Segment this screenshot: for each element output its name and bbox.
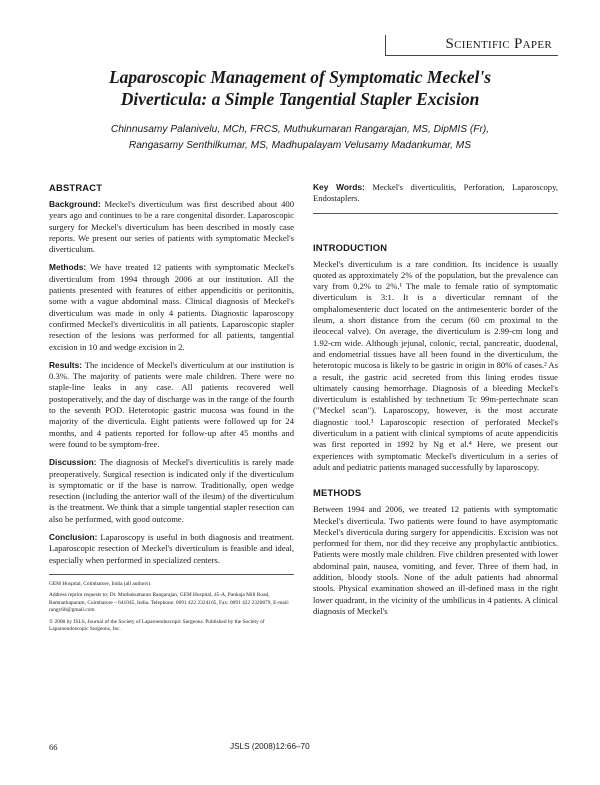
footnotes xyxy=(49,581,294,633)
discussion-label: Discussion: xyxy=(49,457,97,468)
footnote-copyright: © 2008 by JSLS, Journal of the Society of Laparoendoscopic Surgeons. Published by the Society of Laparoendoscopic Surgeons, Inc. xyxy=(49,618,265,632)
abstract-background xyxy=(49,199,294,255)
abstract-conclusion xyxy=(49,532,294,566)
authors-line-1: Chinnusamy Palanivelu, MCh, FRCS, Muthukumaran Rangarajan, MS, DipMIS (Fr), xyxy=(110,124,490,135)
keywords-text: Meckel's diverticulitis, Perforation, Laparoscopy, Endostaplers. xyxy=(313,182,558,204)
methods-label: Methods: xyxy=(49,262,87,273)
article-title xyxy=(40,66,560,110)
footnote-address: Address reprint requests to: Dr. Muthukumaran Rangarajan, GEM Hospital, 45-A, Pankaja Mill Road, Ramnathapuram, Coimbatore – 641045, India. Telephone: 0091 422 2324105, Fax: 0091 422 2320879, E-mail: rangy68@gmail.com xyxy=(49,592,290,614)
abstract-heading: ABSTRACT xyxy=(49,182,103,193)
results-label: Results: xyxy=(49,359,83,370)
background-text: Meckel's diverticulum was first described about 400 years ago and continues to be a rare congenital disorder. Laparoscopic surgery for Meckel's diverticulum has been described in mostly case reports. We present our series of patients with symptomatic Meckel's diverticulum. xyxy=(49,199,294,255)
journal-reference: JSLS (2008)12:66–70 xyxy=(230,742,310,751)
methods-body-text: Between 1994 and 2006, we treated 12 patients with symptomatic Meckel's diverticula. Two patients were found to have asymptomatic Meckel's diverticula during surgery for appendicitis. Excision was not performed for them, nor did they receive any prophylactic antibiotics. Patients were mostly male children. Five children presented with lower abdominal pain, nausea, vomiting, and fever. Three of them had, in addition, bloody stools. None of the adult patients had abnormal stools. Physical examination showed an ill-defined mass in the right lower quadrant, in the vicinity of the umbilicus in 4 patients. A clinical diagnosis of Meckel's xyxy=(313,504,558,616)
abstract-discussion xyxy=(49,457,294,525)
keywords-label: Key Words: xyxy=(313,182,365,192)
results-text: The incidence of Meckel's diverticulum at our institution is 0.3%. The majority of patients were male children. There were no staple-line leaks in any case. All patients recovered well postoperatively, and the day of discharge was in the range of the fourth to the seventh POD. Heterotopic gastric mucosa was found in the majority of the diverticula. Eight patients were followed up for 24 months, and 4 patients reported for follow-up after 45 months and were found to be symptom-free. xyxy=(49,359,294,449)
conclusion-label: Conclusion: xyxy=(49,532,98,543)
section-label-text: Scientific Paper xyxy=(445,36,552,52)
right-column xyxy=(313,182,558,624)
methods-heading: METHODS xyxy=(313,487,362,499)
keywords xyxy=(313,182,558,205)
keywords-divider xyxy=(313,213,558,214)
introduction-text: Meckel's diverticulum is a rare condition. Its incidence is usually quoted as approximately 2% of the population, but the prevalence can vary from 0.2% to 2%.¹ The male to female ratio of symptomatic diverticulum is 3:1. It is a diverticular remnant of the omphalomesenteric duct located on the antimesenteric border of the ileum, a short distance from the cecum (60 cm proximal to the ileocecal valve). On average, the diverticulum is 2.99-cm long and 1.92-cm wide. Although jejunal, colonic, rectal, pancreatic, duodenal, and endometrial tissues have all been found in the diverticulum, the heterotopic mucosa is likely to be gastric in origin in 80% of cases.² As a result, the gastric acid secreted from this lining erodes tissue ultimately causing hemorrhage. Diagnosis of a bleeding Meckel's diverticulum is established by technetium Tc 99m-pertechnate scan ("Meckel scan"). Laparoscopy, however, is the most accurate diagnostic tool.³ Laparoscopic resection of perforated Meckel's diverticulum in a patient with clinical symptoms of acute appendicitis was first reported in 1992 by Ng et al.⁴ Here, we present our experiences with symptomatic Meckel's diverticulum in a series of adult and pediatric patients managed successfully by laparoscopy. xyxy=(313,258,558,472)
title-line-1: Laparoscopic Management of Symptomatic Meckel's xyxy=(108,67,492,87)
abstract-methods xyxy=(49,262,294,352)
section-label xyxy=(385,35,558,56)
conclusion-text: Laparoscopy is useful in both diagnosis and treatment. Laparoscopic resection of Meckel's diverticulum is feasible and ideal, especially when performed in specialized centers. xyxy=(49,532,294,565)
footnote-affiliation: GEM Hospital, Coimbatore, India (all authors). xyxy=(49,580,152,587)
introduction-heading: INTRODUCTION xyxy=(313,241,388,253)
methods-text: We have treated 12 patients with symptomatic Meckel's diverticulum from 1994 through 2006 at our institution. All the patients presented with features of either appendicitis or peritonitis, some with a vague abdominal mass. Clinical diagnosis of Meckel's diverticulum was made in only 4 patients. Diagnostic laparoscopy confirmed Meckel's diverticulitis in all patients. Laparoscopic stapler resection of the lesions was performed for all patients, tangential excision in 10 and wedge excision in 2. xyxy=(49,262,294,352)
authors-line-2: Rangasamy Senthilkumar, MS, Madhupalayam Velusamy Madankumar, MS xyxy=(128,140,472,151)
page-number: 66 xyxy=(49,742,58,752)
left-column xyxy=(49,182,294,637)
abstract-results xyxy=(49,360,294,450)
discussion-text: The diagnosis of Meckel's diverticulitis is rarely made preoperatively. Surgical resection is indicated only if the diverticulum is symptomatic or if the base is narrow. Traditionally, open wedge resection (including the anterior wall of the ileum) of the diverticulum is the treatment. We think that a simple tangential stapler resection can also be performed, with good outcome. xyxy=(49,457,294,524)
footnote-divider xyxy=(49,574,294,575)
title-line-2: Diverticula: a Simple Tangential Stapler Excision xyxy=(120,89,480,109)
background-label: Background: xyxy=(49,199,101,209)
